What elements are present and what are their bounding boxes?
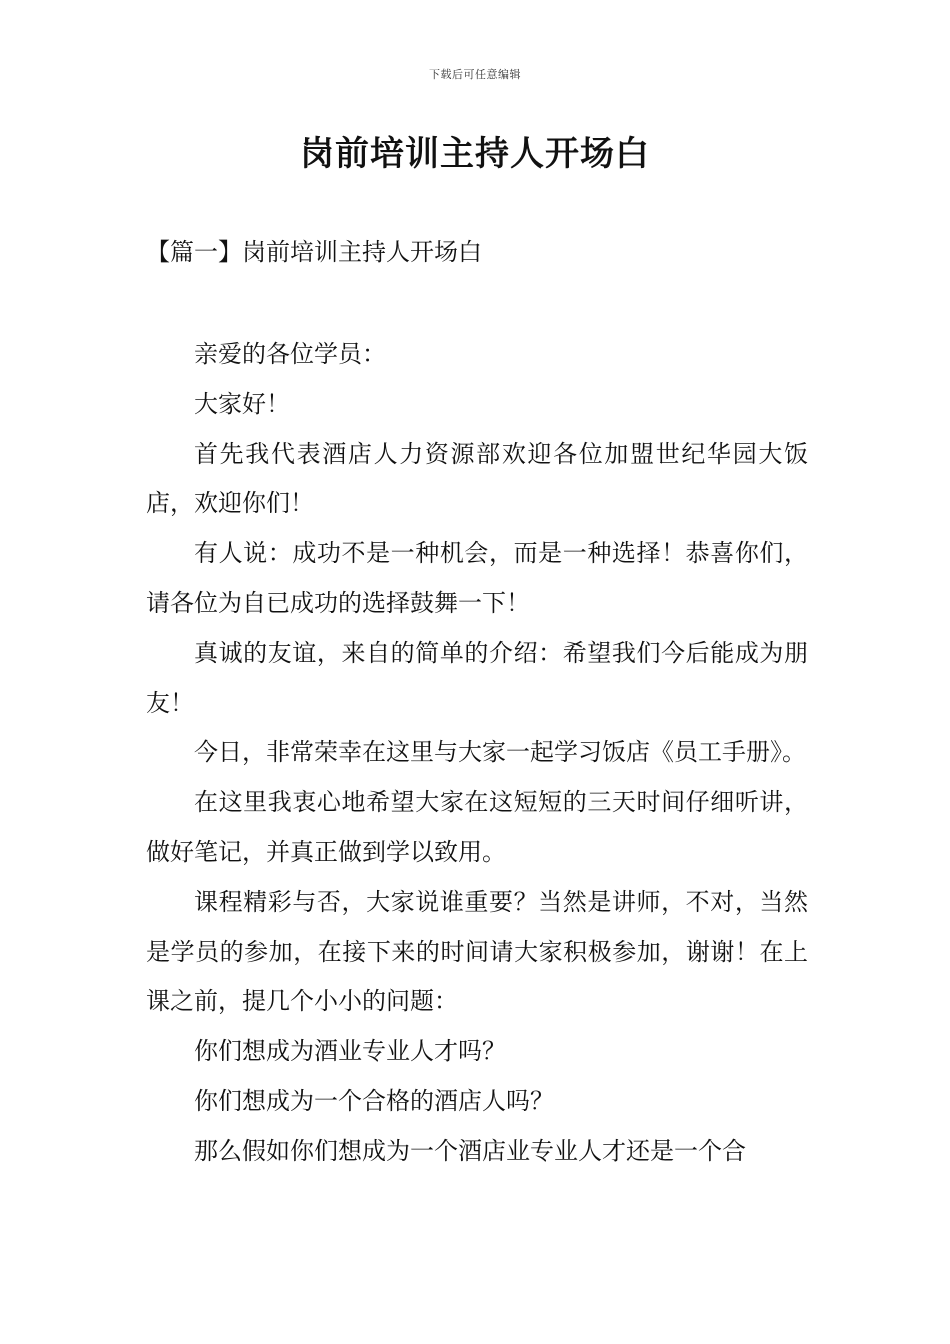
paragraph-welcome: 首先我代表酒店人力资源部欢迎各位加盟世纪华园大饭店，欢迎你们！	[146, 439, 808, 518]
paragraph-salutation: 亲爱的各位学员：	[194, 340, 386, 368]
document-title: 岗前培训主持人开场白	[300, 134, 650, 174]
paragraph-handbook: 今日，非常荣幸在这里与大家一起学习饭店《员工手册》。	[194, 738, 806, 767]
body-text	[146, 330, 808, 1177]
paragraph-choice: 有人说：成功不是一种机会，而是一种选择！恭喜你们，请各位为自已成功的选择鼓舞一下！	[146, 539, 808, 617]
paragraph-greeting: 大家好！	[194, 389, 290, 418]
paragraph-participation: 课程精彩与否，大家说谁重要？当然是讲师，不对，当然是学员的参加，在接下来的时间请大家积极参加，谢谢！在上课之前，提几个小小的问题：	[146, 887, 808, 1016]
paragraph-notes: 在这里我衷心地希望大家在这短短的三天时间仔细听讲，做好笔记，并真正做到学以致用。	[146, 788, 808, 866]
header-note: 下载后可任意编辑	[429, 68, 521, 81]
paragraph-question-2: 你们想成为一个合格的酒店人吗？	[194, 1086, 554, 1115]
paragraph-friendship: 真诚的友谊，来自的简单的介绍：希望我们今后能成为朋友！	[146, 638, 808, 717]
section-heading: 【篇一】岗前培训主持人开场白	[146, 238, 482, 266]
paragraph-continuation: 那么假如你们想成为一个酒店业专业人才还是一个合	[194, 1136, 746, 1165]
paragraph-question-1: 你们想成为酒业专业人才吗？	[194, 1037, 506, 1066]
